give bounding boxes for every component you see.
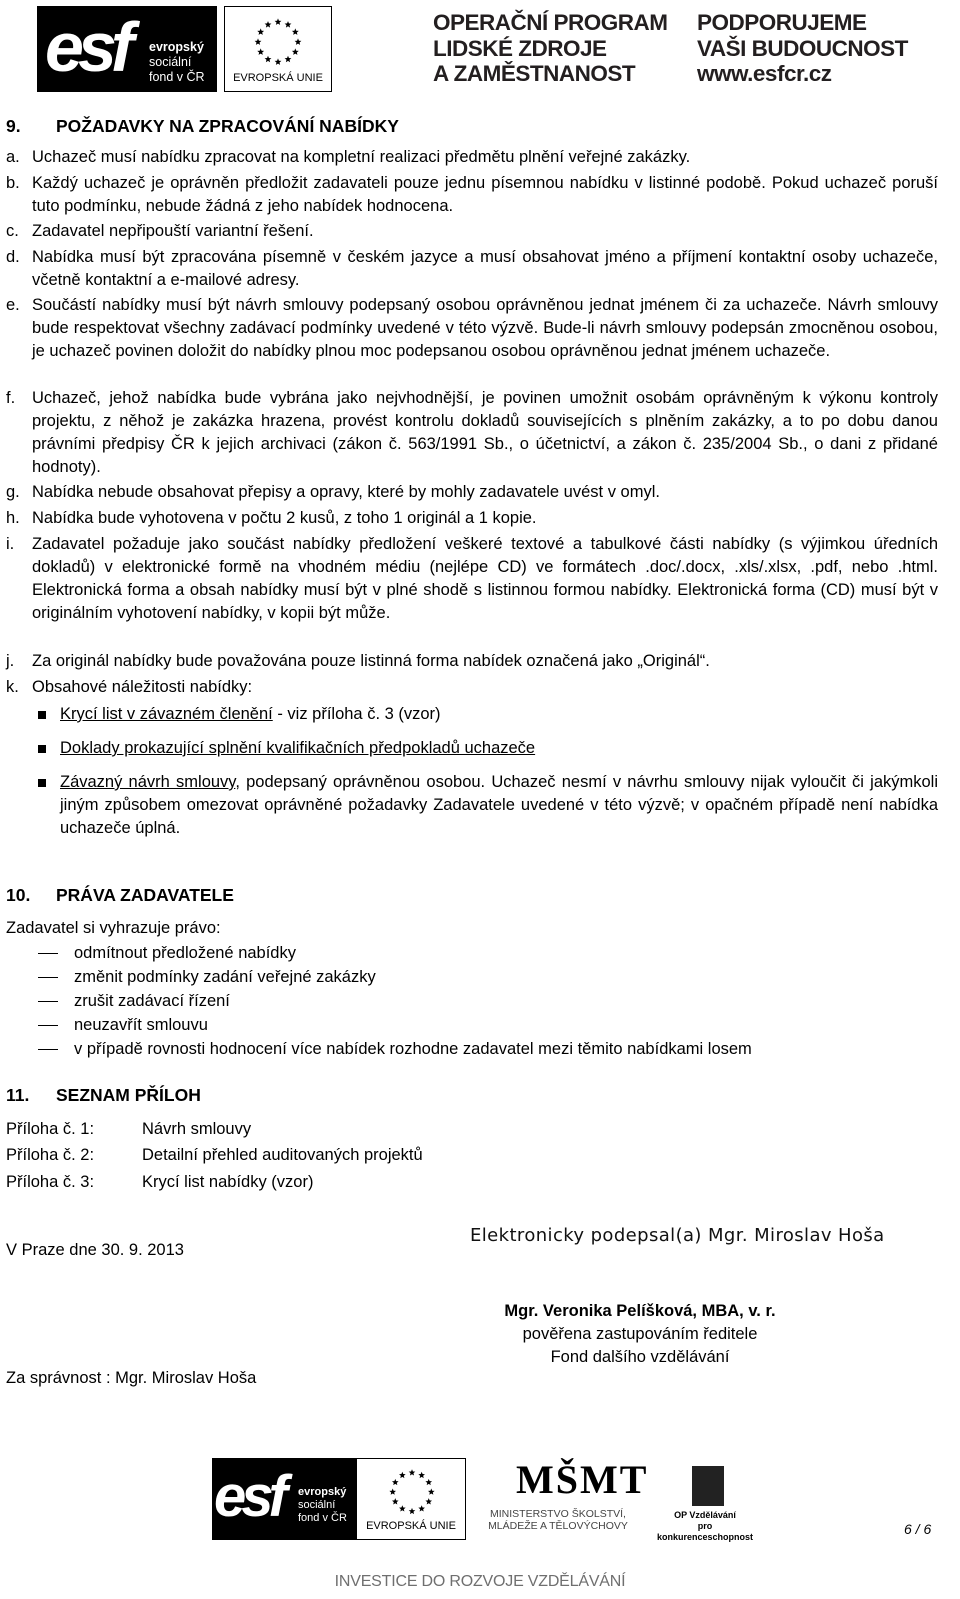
square-bullet-icon — [38, 745, 46, 753]
opvk-line1: OP Vzdělávání — [674, 1510, 736, 1520]
item-text: Uchazeč musí nabídku zpracovat na kompletní realizaci předmětu plnění veřejné zakázky. — [32, 148, 691, 166]
item-text: Zadavatel požaduje jako součást nabídky předložení veškeré textové a tabulkové části nabídky (s výjimkou úředních dokladů) v elektronické formě na vhodném médiu (nejlépe CD) ve formátech .doc/.docx, .xls/.xlsx, .pdf, nebo .html. Elektronická forma a obsah nabídky musí být v plné shodě s listinnou formou nabídky. Elektronická forma (CD) musí být v originálním vyhotovení nabídky, v kopii být může. — [32, 535, 938, 622]
right-item — [38, 942, 296, 965]
attachment-name: Detailní přehled auditovaných projektů — [142, 1146, 423, 1164]
signer-role: pověřena zastupováním ředitele — [522, 1325, 758, 1343]
msmt-line2: MLÁDEŽE A TĚLOVÝCHOVY — [488, 1520, 628, 1532]
msmt-line1: MINISTERSTVO ŠKOLSTVÍ, — [490, 1508, 626, 1520]
page-header — [0, 0, 960, 100]
slogan-line2: VAŠI BUDOUCNOST — [697, 35, 908, 61]
attachment-row — [6, 1118, 251, 1141]
section-title: SEZNAM PŘÍLOH — [56, 1085, 201, 1105]
list-item-d — [6, 246, 938, 292]
square-bullet-icon — [38, 711, 46, 719]
eu-label: EVROPSKÁ UNIE — [366, 1520, 456, 1532]
attachment-label: Příloha č. 1: — [6, 1120, 95, 1138]
eu-flag-icon — [238, 13, 318, 71]
slogan-line1: PODPORUJEME — [697, 10, 867, 35]
dash-icon — [38, 953, 58, 954]
right-item — [38, 966, 376, 989]
item-text: Nabídka bude vyhotovena v počtu 2 kusů, z toho 1 originál a 1 kopie. — [32, 509, 537, 527]
list-item-c — [6, 220, 938, 243]
opvk-line2: pro konkurenceschopnost — [656, 1521, 754, 1542]
bullet-item-contract — [38, 771, 938, 840]
signature-block — [440, 1300, 840, 1369]
item-letter: g. — [6, 483, 20, 501]
eu-label: EVROPSKÁ UNIE — [233, 72, 323, 84]
contract-draft-link[interactable]: Závazný návrh smlouvy — [60, 773, 236, 791]
op-program-title — [433, 10, 668, 87]
item-text: Součástí nabídky musí být návrh smlouvy podepsaný osobou oprávněnou jednat jménem či za uchazeče. Návrh smlouvy bude respektovat všechny zadávací podmínky uvedené v této výzvě. Bude-li návrh smlouvy podepsán zmocněnou osobou, je uchazeč povinen doložit do nabídky plnou moc podepsanou osobou oprávněnou jednat jménem uchazeče. — [32, 296, 938, 360]
place-date: V Praze dne 30. 9. 2013 — [6, 1241, 184, 1259]
attachment-name: Návrh smlouvy — [142, 1120, 252, 1138]
opvk-logo — [650, 1466, 760, 1542]
list-item-k — [6, 676, 938, 699]
right-text: v případě rovnosti hodnocení více nabídek rozhodne zadavatel mezi těmito nabídkami losem — [74, 1040, 752, 1058]
bullet-text: , podepsaný oprávněnou osobou. Uchazeč nesmí v návrhu smlouvy nijak vyloučit či jakýmkoli jiným způsobem omezovat oprávněné požadavky Zadavatele uvedené v této výzvě; v opačném případě není nabídka uchazeče úplná. — [60, 773, 938, 837]
right-text: změnit podmínky zadání veřejné zakázky — [74, 968, 376, 986]
section-number: 10. — [6, 885, 31, 905]
item-letter: j. — [6, 652, 15, 670]
investment-slogan: INVESTICE DO ROZVOJE VZDĚLÁVÁNÍ — [334, 1573, 626, 1590]
right-text: odmítnout předložené nabídky — [74, 944, 296, 962]
item-letter: b. — [6, 174, 20, 192]
esf-logo-text — [298, 1486, 347, 1525]
item-text: Zadavatel nepřipouští variantní řešení. — [32, 222, 314, 240]
list-item-f — [6, 387, 938, 479]
right-item — [38, 1014, 208, 1037]
footer-esf-logo — [212, 1458, 356, 1540]
item-text: Uchazeč, jehož nabídka bude vybrána jako nejvhodnější, je povinen umožnit osobám oprávněným k výkonu kontroly projektu, z něhož je zakázka hrazena, provést kontrolu dokladů souvisejících s plněním zakázky, a to po dobu danou právními předpisy ČR k jejich archivaci (zákon č. 563/1991 Sb., o účetnictví, a zákon č. 235/2004 Sb., o dani z přidané hodnoty). — [32, 389, 938, 476]
esf-logo-text — [149, 40, 205, 85]
correctness-note: Za správnost : Mgr. Miroslav Hoša — [6, 1369, 257, 1387]
dash-icon — [38, 1025, 58, 1026]
cover-sheet-link[interactable]: Krycí list v závazném členění — [60, 705, 273, 723]
electronic-signature: Elektronicky podepsal(a) Mgr. Miroslav Hoša — [470, 1225, 885, 1246]
opvk-text — [650, 1510, 760, 1543]
list-item-a — [6, 146, 938, 169]
attachment-name: Krycí list nabídky (vzor) — [142, 1173, 314, 1191]
item-letter: i. — [6, 535, 15, 553]
list-item-e — [6, 294, 938, 363]
op-line3: A ZAMĚSTNANOST — [433, 61, 636, 86]
square-bullet-icon — [38, 779, 46, 787]
item-letter: k. — [6, 678, 19, 696]
op-line1: OPERAČNÍ PROGRAM — [433, 10, 668, 35]
attachment-label: Příloha č. 2: — [6, 1146, 95, 1164]
signer-name: Mgr. Veronika Pelíšková, MBA, v. r. — [504, 1302, 776, 1320]
eu-logo — [224, 6, 332, 92]
qualification-docs-link[interactable]: Doklady prokazující splnění kvalifikačních předpokladů uchazeče — [60, 739, 536, 757]
item-text: Za originál nabídky bude považována pouze listinná forma nabídek označená jako „Originál“. — [32, 652, 710, 670]
footer-eu-logo — [356, 1458, 466, 1540]
list-item-g — [6, 481, 938, 504]
item-text: Nabídka musí být zpracována písemně v českém jazyce a musí obsahovat jméno a příjmení kontaktní osoby uchazeče, včetně kontaktní a e-mailové adresy. — [32, 248, 938, 289]
item-text: Obsahové náležitosti nabídky: — [32, 678, 253, 696]
right-item — [38, 1038, 752, 1061]
dash-icon — [38, 977, 58, 978]
esf-logo — [37, 6, 217, 92]
rights-intro: Zadavatel si vyhrazuje právo: — [6, 919, 221, 937]
esf-line3: fond v ČR — [149, 70, 205, 84]
right-text: neuzavřít smlouvu — [74, 1016, 208, 1034]
right-text: zrušit zadávací řízení — [74, 992, 230, 1010]
list-item-i — [6, 533, 938, 625]
section-title: POŽADAVKY NA ZPRACOVÁNÍ NABÍDKY — [56, 116, 399, 136]
page-number: 6 / 6 — [904, 1521, 932, 1537]
msmt-mark: MŠMT — [516, 1457, 649, 1502]
esf-logo-mark: esf — [45, 8, 129, 86]
item-letter: c. — [6, 222, 19, 240]
support-slogan — [697, 10, 908, 87]
section-9-heading — [6, 115, 938, 138]
right-item — [38, 990, 230, 1013]
item-letter: h. — [6, 509, 20, 527]
section-11-heading — [6, 1084, 938, 1107]
list-item-b — [6, 172, 938, 218]
esf-line2: sociální — [298, 1499, 336, 1511]
op-line2: LIDSKÉ ZDROJE — [433, 35, 607, 61]
dash-icon — [38, 1001, 58, 1002]
item-letter: d. — [6, 248, 20, 266]
section-number: 11. — [6, 1085, 30, 1105]
section-number: 9. — [6, 116, 21, 136]
bullet-item-qualification — [38, 737, 938, 760]
msmt-logo — [470, 1457, 649, 1540]
website-link[interactable]: www.esfcr.cz — [697, 61, 832, 86]
dash-icon — [38, 1049, 58, 1050]
attachment-row — [6, 1171, 313, 1194]
esf-logo-mark: esf — [214, 1464, 283, 1529]
section-10-heading — [6, 884, 938, 907]
bullet-item-cover-sheet — [38, 703, 938, 726]
item-letter: e. — [6, 296, 20, 314]
esf-line1: evropský — [149, 40, 204, 54]
opvk-icon — [692, 1466, 724, 1506]
item-text: Každý uchazeč je oprávněn předložit zadavateli pouze jednu písemnou nabídku v listinné podobě. Pokud uchazeč poruší tuto podmínku, nebude žádná z jeho nabídek hodnocena. — [32, 174, 938, 215]
msmt-text — [470, 1508, 646, 1532]
item-text: Nabídka nebude obsahovat přepisy a opravy, které by mohly zadavatele uvést v omyl. — [32, 483, 660, 501]
attachment-row — [6, 1144, 423, 1167]
bullet-text: - viz příloha č. 3 (vzor) — [272, 705, 441, 723]
section-title: PRÁVA ZADAVATELE — [56, 885, 234, 905]
esf-line1: evropský — [298, 1486, 347, 1498]
signer-organization: Fond dalšího vzdělávání — [550, 1348, 730, 1366]
eu-flag-icon — [373, 1464, 451, 1520]
esf-line2: sociální — [149, 55, 192, 69]
item-letter: a. — [6, 148, 20, 166]
esf-line3: fond v ČR — [298, 1512, 347, 1524]
item-letter: f. — [6, 389, 16, 407]
list-item-j — [6, 650, 938, 673]
attachment-label: Příloha č. 3: — [6, 1173, 95, 1191]
list-item-h — [6, 507, 938, 530]
